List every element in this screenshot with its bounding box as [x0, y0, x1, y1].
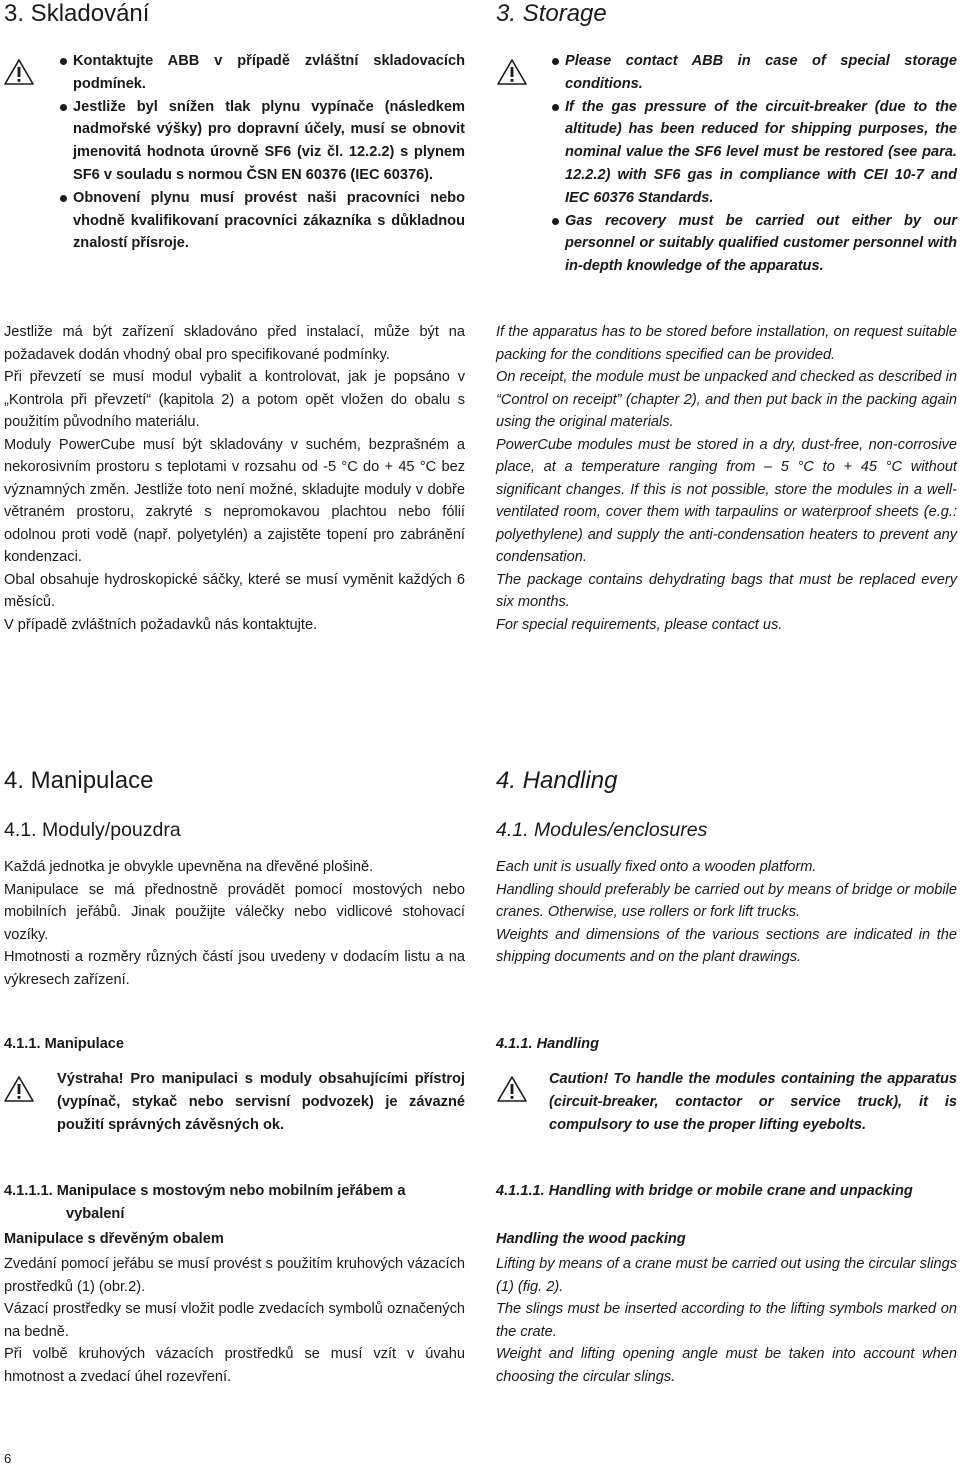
paragraph: Obal obsahuje hydroskopické sáčky, které se musí vyměnit každých 6 měsíců.	[4, 571, 465, 610]
list-item: Gas recovery must be carried out either by our personnel or suitably qualified customer personnel with in-depth knowledge of the apparatus.	[565, 210, 957, 278]
modules-text-cz	[4, 856, 465, 991]
list-item: If the gas pressure of the circuit-breaker (due to the altitude) has been reduced for shipping purposes, the nominal value the SF6 level must be restored (see para. 12.2.2) with SF6 gas in compliance with CEI 10-7 and IEC 60376 Standards.	[565, 96, 957, 210]
paragraph: The slings must be inserted according to the lifting symbols marked on the crate.	[496, 1301, 957, 1340]
section-title-handling-cz: 4. Manipulace	[4, 767, 154, 794]
paragraph: Weights and dimensions of the various sections are indicated in the shipping documents and on the plant drawings.	[496, 926, 957, 965]
paragraph: Each unit is usually fixed onto a wooden platform.	[496, 859, 817, 875]
page-number: 6	[4, 1451, 12, 1466]
paragraph: Každá jednotka je obvykle upevněna na dřevěné plošině.	[4, 859, 374, 875]
paragraph: Jestliže má být zařízení skladováno před instalací, může být na požadavek dodán vhodný obal pro specifikované podmínky.	[4, 324, 465, 363]
section-title-handling-en: 4. Handling	[496, 767, 618, 794]
wood-packing-title-cz: Manipulace s dřevěným obalem	[4, 1231, 224, 1247]
warning-icon	[4, 58, 34, 86]
paragraph: On receipt, the module must be unpacked and checked as described in “Control on receipt” (chapter 2), and then put back in the packing again using the original materials.	[496, 369, 957, 430]
caution-text-en: Caution! To handle the modules containing the apparatus (circuit-breaker, contactor or service truck), it is compulsory to use the proper lifting eyebolts.	[549, 1071, 957, 1133]
section-title-storage-cz: 3. Skladování	[4, 0, 150, 27]
warning-icon	[497, 1075, 527, 1103]
paragraph: Weight and lifting opening angle must be taken into account when choosing the circular slings.	[496, 1346, 957, 1385]
subsection-title-modules-cz: 4.1. Moduly/pouzdra	[4, 819, 181, 841]
paragraph: Při převzetí se musí modul vybalit a kontrolovat, jak je popsáno v „Kontrola při převzetí“ (kapitola 2) a potom opět vložen do obalu s použitím původního materiálu.	[4, 369, 465, 430]
subsubsubsection-title-crane-en: 4.1.1.1. Handling with bridge or mobile crane and unpacking	[496, 1183, 913, 1199]
paragraph: Moduly PowerCube musí být skladovány v suchém, bezprašném a nekorosivním prostoru s teplotami v rozsahu od -5 °C do + 45 °C bez významných změn. Jestliže toto není možné, skladujte moduly v dobře větraném prostoru, zakryté s nepromokavou plachtou nebo fólií odolnou proti vodě (např. polyetylén) a zajistěte topení pro zabránění kondenzaci.	[4, 436, 465, 565]
paragraph: V případě zvláštních požadavků nás kontaktujte.	[4, 616, 318, 633]
paragraph: For special requirements, please contact us.	[496, 616, 783, 633]
paragraph: Při volbě kruhových vázacích prostředků se musí vzít v úvahu hmotnost a zvedací úhel rozevření.	[4, 1346, 465, 1385]
paragraph: Zvedání pomocí jeřábu se musí provést s použitím kruhových vázacích prostředků (1) (obr.2).	[4, 1256, 465, 1295]
paragraph: Handling should preferably be carried out by means of bridge or mobile cranes. Otherwise, use rollers or fork lift trucks.	[496, 881, 957, 920]
list-item: Kontaktujte ABB v případě zvláštní skladovacích podmínek.	[73, 50, 465, 96]
subsection-title-modules-en: 4.1. Modules/enclosures	[496, 819, 708, 841]
list-item: Jestliže byl snížen tlak plynu vypínače (následkem nadmořské výšky) pro dopravní účely, musí se obnovit jmenovitá hodnota úrovně SF6 (viz čl. 12.2.2) s plynem SF6 v souladu s normou ČSN EN 60376 (IEC 60376).	[73, 96, 465, 187]
list-item: Obnovení plynu musí provést naši pracovníci nebo vhodně kvalifikovaní pracovníci zákazníka s důkladnou znalostí přísroje.	[73, 187, 465, 255]
wood-packing-text-cz	[4, 1253, 465, 1388]
paragraph: Lifting by means of a crane must be carried out using the circular slings (1) (fig. 2).	[496, 1256, 957, 1295]
list-item: Please contact ABB in case of special storage conditions.	[565, 50, 957, 96]
storage-text-en	[496, 321, 957, 636]
warning-icon	[497, 58, 527, 86]
paragraph: PowerCube modules must be stored in a dry, dust-free, non-corrosive place, at a temperature ranging from – 5 °C to + 45 °C without significant changes. If this is not possible, store the modules in a well-ventilated room, cover them with tarpaulins or waterproof sheets (e.g.: polyethylene) and supply the anti-condensation heaters to prevent any condensation.	[496, 436, 957, 565]
storage-bullets-en	[565, 50, 957, 278]
storage-bullets-cz	[73, 50, 465, 255]
subsubsubsection-title-crane-cz: 4.1.1.1. Manipulace s mostovým nebo mobilním jeřábem a vybalení	[4, 1183, 406, 1222]
modules-text-en	[496, 856, 957, 969]
section-title-storage-en: 3. Storage	[496, 0, 607, 27]
paragraph: The package contains dehydrating bags that must be replaced every six months.	[496, 571, 957, 610]
subsubsection-title-handling-en: 4.1.1. Handling	[496, 1036, 599, 1052]
paragraph: Manipulace se má přednostně provádět pomocí mostových nebo mobilních jeřábů. Jinak použijte válečky nebo vidlicové stohovací vozíky.	[4, 881, 465, 943]
subsubsection-title-handling-cz: 4.1.1. Manipulace	[4, 1036, 125, 1052]
warning-icon	[4, 1075, 34, 1103]
paragraph: Vázací prostředky se musí vložit podle zvedacích symbolů označených na bedně.	[4, 1301, 465, 1340]
wood-packing-text-en	[496, 1253, 957, 1388]
paragraph: Hmotnosti a rozměry různých částí jsou uvedeny v dodacím listu a na výkresech zařízení.	[4, 949, 465, 988]
caution-text-cz: Výstraha! Pro manipulaci s moduly obsahujícími přístroj (vypínač, stykač nebo servisní podvozek) je závazné použití správných závěsných ok.	[57, 1071, 465, 1133]
wood-packing-title-en: Handling the wood packing	[496, 1231, 686, 1247]
paragraph: If the apparatus has to be stored before installation, on request suitable packing for the conditions specified can be provided.	[496, 324, 957, 363]
storage-text-cz	[4, 321, 465, 636]
